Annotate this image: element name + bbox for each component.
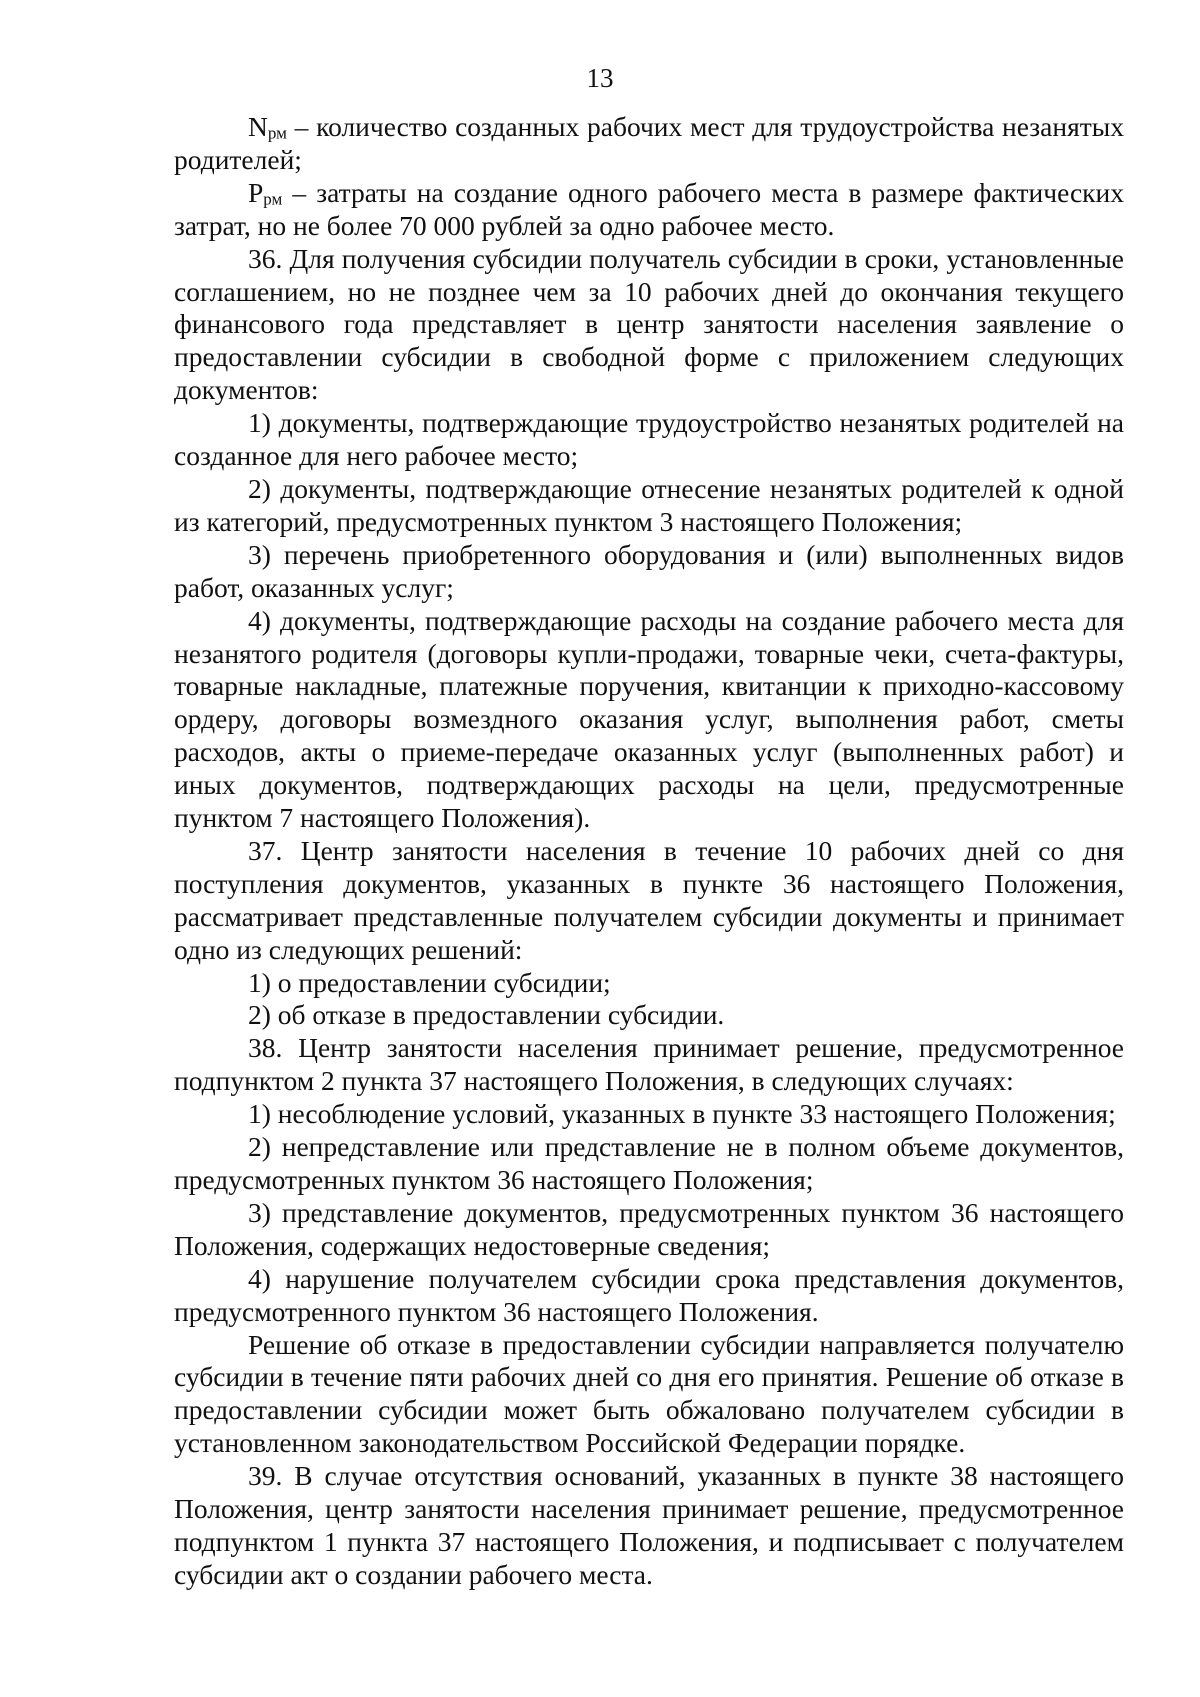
paragraph-38: 38. Центр занятости населения принимает решение, предусмотренное подпунктом 2 пункта 37 настоящего Положения, в следующих случаях:	[174, 1032, 1124, 1097]
paragraph-n-rm	[174, 111, 1124, 177]
paragraph-36-item-3: 3) перечень приобретенного оборудования и (или) выполненных видов работ, оказанных услуг;	[174, 538, 1124, 603]
paragraph-37-item-2: 2) об отказе в предоставлении субсидии.	[248, 999, 725, 1031]
paragraph-38-item-2: 2) непредставление или представление не в полном объеме документов, предусмотренных пунктом 36 настоящего Положения;	[174, 1131, 1124, 1195]
subscript-rm: рм	[263, 189, 283, 209]
subscript-rm: рм	[267, 123, 287, 143]
paragraph-37-item-1: 1) о предоставлении субсидии;	[248, 966, 611, 998]
paragraph-36-item-2: 2) документы, подтверждающие отнесение незанятых родителей к одной из категорий, предусмотренных пунктом 3 настоящего Положения;	[174, 472, 1124, 537]
paragraph-39: 39. В случае отсутствия оснований, указанных в пункте 38 настоящего Положения, центр занятости населения принимает решение, предусмотренное подпунктом 1 пункта 37 настоящего Положения, и подписывает с получателем субсидии акт о создании рабочего места.	[174, 1460, 1124, 1590]
symbol-n: N	[248, 111, 268, 142]
paragraph-38-item-3: 3) представление документов, предусмотренных пунктом 36 настоящего Положения, содержащих недостоверные сведения;	[174, 1196, 1124, 1261]
paragraph-p-rm	[174, 177, 1124, 243]
page-number: 13	[586, 63, 614, 93]
paragraph-36: 36. Для получения субсидии получатель субсидии в сроки, установленные соглашением, но не позднее чем за 10 рабочих дней до окончания текущего финансового года представляет в центр занятости населения заявление о предоставлении субсидии в свободной форме с приложением следующих документов:	[174, 242, 1124, 406]
paragraph-refusal-decision: Решение об отказе в предоставлении субсидии направляется получателю субсидии в течение пяти рабочих дней со дня его принятия. Решение об отказе в предоставлении субсидии может быть обжаловано получателем субсидии в установленном законодательством Российской Федерации порядке.	[174, 1328, 1124, 1459]
paragraph-38-item-1: 1) несоблюдение условий, указанных в пункте 33 настоящего Положения;	[248, 1098, 1116, 1130]
document-body	[174, 111, 1124, 1592]
paragraph-text: – количество созданных рабочих мест для трудоустройства незанятых родителей;	[174, 111, 1124, 175]
paragraph-36-item-4: 4) документы, подтверждающие расходы на создание рабочего места для незанятого родителя (договоры купли-продажи, товарные чеки, счета-фактуры, товарные накладные, платежные поручения, квитанции к приходно-кассовому ордеру, договоры возмездного оказания услуг, выполнения работ, сметы расходов, акты о приеме-передаче оказанных услуг (выполненных работ) и иных документов, подтверждающих расходы на цели, предусмотренные пунктом 7 настоящего Положения).	[174, 604, 1124, 834]
paragraph-text: – затраты на создание одного рабочего места в размере фактических затрат, но не более 70 000 рублей за одно рабочее место.	[174, 176, 1124, 241]
paragraph-37: 37. Центр занятости населения в течение 10 рабочих дней со дня поступления документов, указанных в пункте 36 настоящего Положения, рассматривает представленные получателем субсидии документы и принимает одно из следующих решений:	[174, 834, 1124, 965]
paragraph-36-item-1: 1) документы, подтверждающие трудоустройство незанятых родителей на созданное для него рабочее место;	[174, 407, 1124, 472]
symbol-p: P	[248, 176, 264, 208]
paragraph-38-item-4: 4) нарушение получателем субсидии срока представления документов, предусмотренного пунктом 36 настоящего Положения.	[174, 1262, 1124, 1327]
